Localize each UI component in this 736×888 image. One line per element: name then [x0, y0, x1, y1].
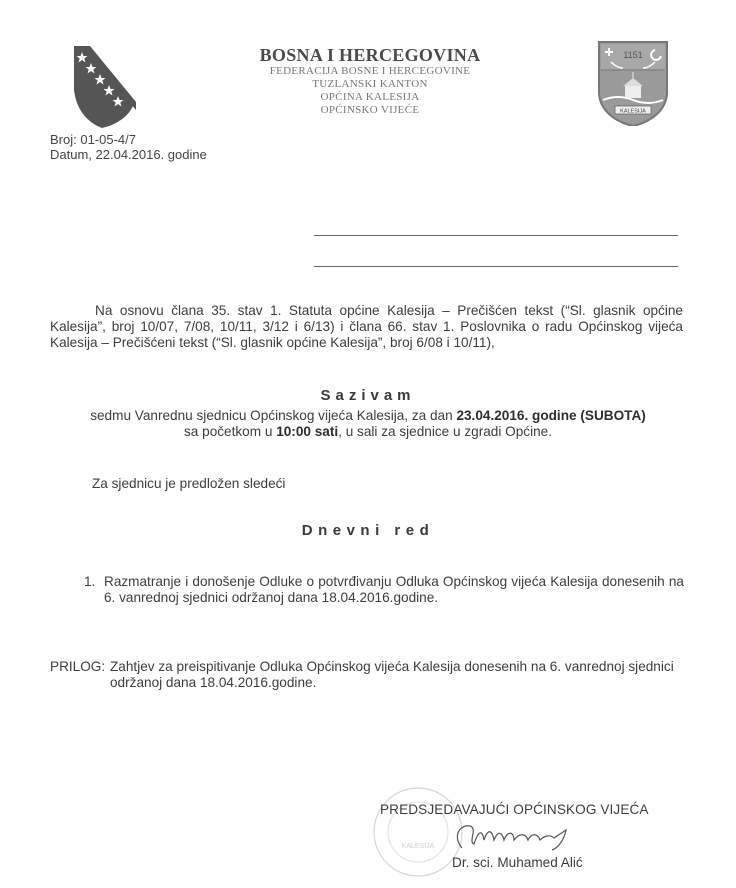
legal-basis-paragraph: Na osnovu člana 35. stav 1. Statuta općine Kalesija – Prečišćen tekst (“Sl. glasnik općine Kalesija”, broj 10/07, 7/08, 10/11, 3/12 i 6/13) i člana 66. stav 1. Poslovnika o radu Općinskog vijeća Kalesija – Prečišćeni tekst (“Sl. glasnik općine Kalesija”, broj 6/08 i 10/11),: [50, 303, 683, 350]
session-date: 23.04.2016. godine (SUBOTA): [456, 408, 646, 423]
bih-coat-of-arms-icon: [72, 42, 138, 128]
session-time: 10:00 sati: [276, 424, 339, 439]
document-reference: [50, 132, 207, 162]
letterhead-canton: TUZLANSKI KANTON: [312, 78, 428, 90]
signatory-title: PREDSJEDAVAJUĆI OPĆINSKOG VIJEĆA: [380, 802, 649, 817]
letterhead-municipality: OPĆINA KALESIJA: [320, 91, 420, 103]
summons-line-time: sa početkom u 10:00 sati, u sali za sjednice u zgradi Općine.: [184, 424, 552, 439]
reference-number: Broj: 01-05-4/7: [50, 132, 136, 147]
kalesija-coat-of-arms-icon: [597, 40, 669, 126]
letterhead-council: OPĆINSKO VIJEĆE: [320, 104, 420, 116]
summons-line-date: sedmu Vanrednu sjednicu Općinskog vijeća Kalesija, za dan 23.04.2016. godine (SUBOTA): [90, 408, 646, 423]
svg-text:KALESIJA: KALESIJA: [401, 843, 435, 850]
agenda-item-number: 1.: [84, 574, 96, 589]
agenda-heading: Dnevni red: [301, 522, 435, 539]
summons-heading: Sazivam: [320, 387, 416, 404]
agenda-item-text: Razmatranje i donošenje Odluke o potvrđivanju Odluka Općinskog vijeća Kalesija donesenih na 6. vanrednoj sjednici održanoj dana 18.04.2016.godine.: [104, 574, 684, 605]
agenda-item: [84, 574, 684, 606]
letterhead-federation: FEDERACIJA BOSNE I HERCEGOVINE: [269, 65, 471, 77]
proposed-intro-text: Za sjednicu je predložen sledeći: [92, 476, 286, 491]
svg-text:1151: 1151: [623, 50, 643, 60]
attachment-label: PRILOG:: [50, 659, 106, 674]
summons-details: [0, 408, 736, 440]
letterhead-country: BOSNA I HERCEGOVINA: [259, 45, 481, 65]
handwritten-signature-icon: [448, 818, 588, 854]
svg-text:KALESIJA: KALESIJA: [620, 108, 646, 115]
addressee-line: [314, 266, 678, 267]
reference-date: Datum, 22.04.2016. godine: [50, 147, 207, 162]
attachment-text: Zahtjev za preispitivanje Odluka Općinskog vijeća Kalesija donesenih na 6. vanrednoj sjednici održanoj dana 18.04.2016.godine.: [110, 659, 674, 690]
attachment: [50, 659, 690, 691]
addressee-line: [314, 235, 678, 236]
signatory-name: Dr. sci. Muhamed Alić: [452, 855, 583, 870]
letterhead: [210, 45, 530, 117]
